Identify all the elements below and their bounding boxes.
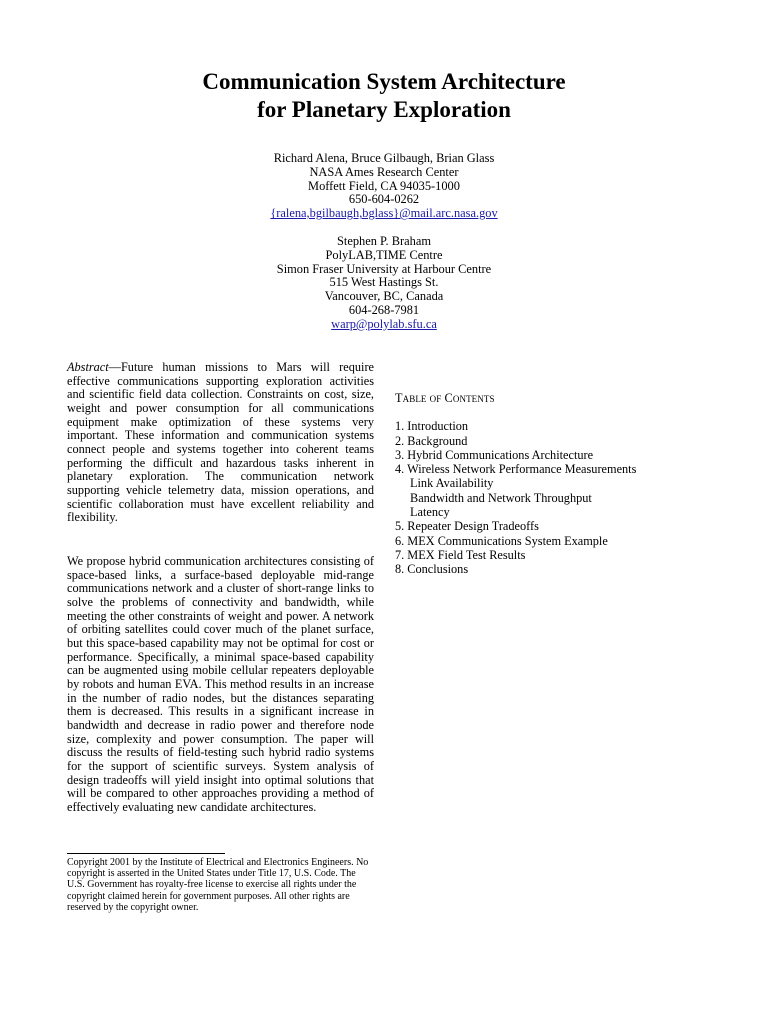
toc-item-mex-example: 6. MEX Communications System Example <box>395 533 608 548</box>
author-block-sfu <box>0 235 768 332</box>
title-line-2: for Planetary Exploration <box>257 97 511 122</box>
toc-item-architecture: 3. Hybrid Communications Architecture <box>395 447 594 462</box>
toc-item-measurements: 4. Wireless Network Performance Measurements <box>395 462 637 477</box>
copyright-footnote <box>67 857 377 913</box>
author-email-link[interactable]: warp@polylab.sfu.ca <box>331 316 437 331</box>
author-lab: PolyLAB,TIME Centre <box>325 247 443 262</box>
abstract-paragraph-2 <box>67 555 374 814</box>
toc-item-introduction: 1. Introduction <box>395 419 469 434</box>
toc-subitem-link-availability: Link Availability <box>410 476 494 491</box>
footnote-line: copyright is asserted in the United States under Title 17, U.S. Code. The <box>67 868 356 880</box>
author-name: Stephen P. Braham <box>337 234 431 248</box>
toc-item-repeater: 5. Repeater Design Tradeoffs <box>395 519 539 534</box>
toc-item-conclusions: 8. Conclusions <box>395 562 469 577</box>
author-university: Simon Fraser University at Harbour Centre <box>276 261 492 276</box>
author-phone: 650-604-0262 <box>348 192 420 207</box>
toc-item-mex-results: 7. MEX Field Test Results <box>395 547 526 562</box>
table-of-contents <box>395 391 695 577</box>
author-block-nasa <box>0 152 768 221</box>
title-line-1: Communication System Architecture <box>202 69 566 94</box>
abstract-label: Abstract <box>67 360 109 374</box>
toc-subitem-bandwidth: Bandwidth and Network Throughput <box>410 490 592 505</box>
author-names: Richard Alena, Bruce Gilbaugh, Brian Glass <box>273 151 495 165</box>
abstract-paragraph-1 <box>67 361 374 525</box>
toc-item-background: 2. Background <box>395 433 468 448</box>
footnote-line: copyright claimed herein for government purposes. All other rights are <box>67 890 350 902</box>
abstract-text: Future human missions to Mars will require effective communications supporting exploration activities and scientific field data collection. Constraints on cost, size, weight and power consumption for all communications equipment make optimization of these systems very important. These information and communication systems connect people and systems together into coherent teams performing the difficult and hazardous tasks inherent in planetary exploration. The communication network supporting vehicle telemetry data, mission operations, and scientific collaboration must have excellent reliability and flexibility. <box>67 360 374 525</box>
footnote-line: Copyright 2001 by the Institute of Electrical and Electronics Engineers. No <box>67 857 369 868</box>
author-email-link[interactable]: {ralena,bgilbaugh,bglass}@mail.arc.nasa.gov <box>270 206 498 221</box>
footnote-line: reserved by the copyright owner. <box>67 901 199 913</box>
footnote-line: U.S. Government has royalty-free license to exercise all rights under the <box>67 879 357 891</box>
author-affiliation: NASA Ames Research Center <box>309 164 459 179</box>
paper-title <box>0 68 768 124</box>
author-address: Moffett Field, CA 94035-1000 <box>308 178 460 193</box>
toc-subitem-latency: Latency <box>410 505 450 520</box>
abstract-text-2: We propose hybrid communication architectures consisting of space-based links, a surface-based deployable mid-range communications network and a cluster of short-range links to solve the problems of connectivity and bandwidth, while meeting the other constraints of weight and power. A network of orbiting satellites could cover much of the planet surface, but this space-based capability may not be optimal for cost or performance. Specifically, a minimal space-based capability can be augmented using mobile cellular repeaters deployable by robots and human EVA. This method results in an increase in the number of radio nodes, but the distances separating them is decreased. This results in a significant increase in bandwidth and decrease in radio power and therefore node size, complexity and power consumption. The paper will discuss the results of field-testing such hybrid radio systems for the support of scientific surveys. System analysis of design tradeoffs will yield insight into optimal solutions that will be compared to other approaches providing a method of effectively evaluating new candidate architectures. <box>67 554 374 814</box>
toc-heading: Table of Contents <box>395 391 495 405</box>
author-city: Vancouver, BC, Canada <box>324 289 444 304</box>
footnote-divider <box>67 853 225 854</box>
author-phone: 604-268-7981 <box>348 302 420 317</box>
abstract-dash: — <box>108 360 121 374</box>
author-street: 515 West Hastings St. <box>329 275 439 290</box>
